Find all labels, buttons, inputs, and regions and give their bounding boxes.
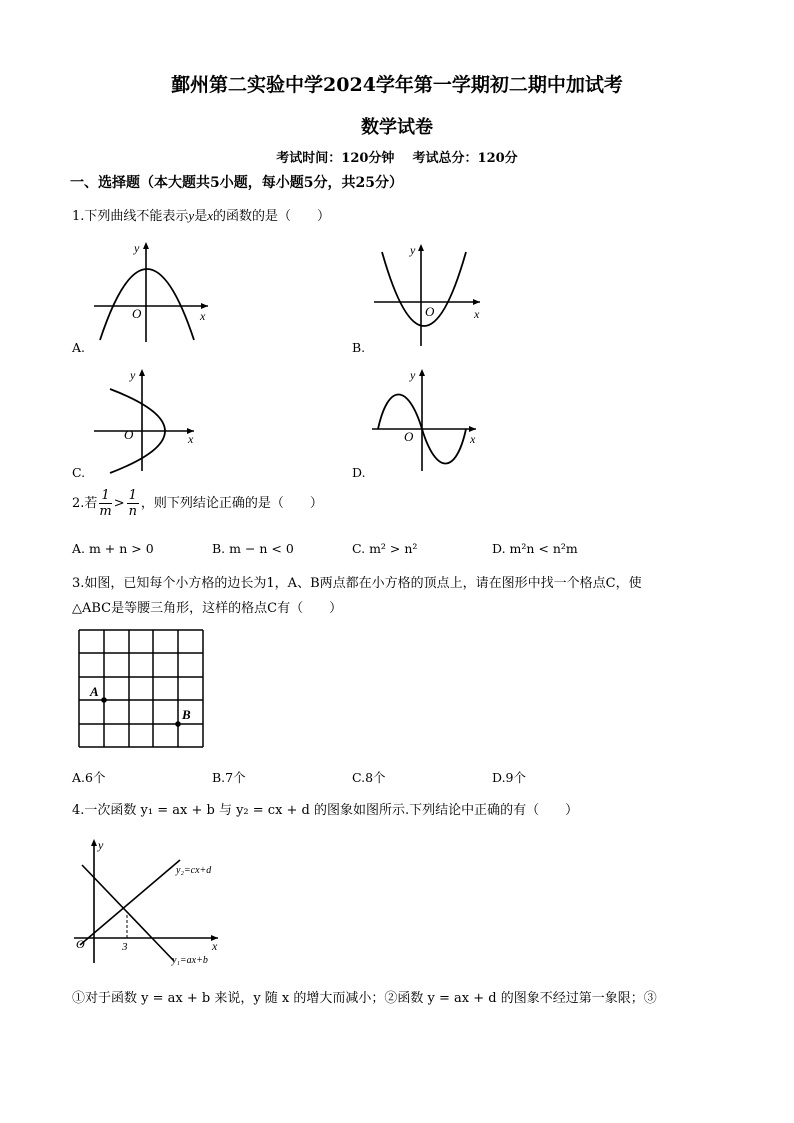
q1-graph-c	[90, 365, 205, 475]
question-1-text: 1.下列曲线不能表示y是x的函数的是（ ）	[72, 208, 330, 224]
question-3-line-2: △ABC是等腰三角形，这样的格点C有（ ）	[72, 601, 343, 616]
tick-3-label: 3	[122, 941, 128, 953]
question-4-statement: ①对于函数 y = ax + b 来说，y 随 x 的增大而减小；②函数 y = ax + d 的图象不经过第一象限；③	[72, 991, 657, 1006]
svg-text:x: x	[474, 307, 480, 321]
q1-graph-a	[90, 238, 220, 348]
svg-text:x: x	[470, 432, 476, 446]
point-b-label: B	[182, 707, 191, 722]
q1-option-c[interactable]: C.	[72, 465, 86, 480]
line-y1	[82, 865, 174, 961]
svg-text:x: x	[188, 432, 194, 446]
q2-option-b[interactable]: B. m − n < 0	[212, 541, 294, 556]
q3-option-b[interactable]: B.7个	[212, 770, 246, 785]
x-axis-label: x	[200, 309, 206, 323]
svg-text:y: y	[130, 368, 136, 382]
svg-text:O: O	[404, 429, 414, 444]
q1-graph-b	[370, 240, 490, 348]
svg-text:x: x	[212, 939, 218, 953]
line-y2	[80, 860, 180, 945]
svg-text:O: O	[425, 304, 435, 319]
exam-info: 考试时间：120分钟 考试总分：120分	[276, 151, 518, 166]
point-b	[175, 721, 181, 727]
fraction-1-over-n: $\frac{1}{n}$	[128, 488, 137, 519]
svg-text:O: O	[76, 937, 85, 951]
svg-text:O: O	[124, 427, 134, 442]
q2-option-d[interactable]: D. m²n < n²m	[492, 541, 578, 556]
question-2-text: 2.若 $\frac{1}{m}$ > $\frac{1}{n}$ ，则下列结论正确的是（ ）	[72, 488, 323, 519]
q3-option-a[interactable]: A.6个	[72, 770, 106, 785]
svg-text:y: y	[410, 368, 416, 382]
question-3-line-1: 3.如图，已知每个小方格的边长为1，A、B两点都在小方格的顶点上，请在图形中找一个格点C，使	[72, 576, 642, 591]
line-y2-label: y₂=cx+d	[176, 865, 212, 876]
exam-title: 鄞州第二实验中学2024学年第一学期初二期中加试考	[171, 74, 623, 96]
svg-text:y: y	[98, 838, 104, 852]
q1-option-b[interactable]: B.	[352, 340, 366, 355]
q3-grid-figure	[74, 626, 210, 754]
q1-option-d[interactable]: D.	[352, 465, 366, 480]
paper-subtitle: 数学试卷	[361, 117, 433, 138]
svg-text:y: y	[410, 243, 416, 257]
point-a-label: A	[90, 684, 99, 699]
line-y1-label: y₁=ax+b	[172, 955, 208, 966]
origin-label: O	[132, 306, 142, 321]
question-4-text: 4.一次函数 y₁ = ax + b 与 y₂ = cx + d 的图象如图所示.下列结论中正确的有（ ）	[72, 803, 579, 818]
q2-option-c[interactable]: C. m² > n²	[352, 541, 418, 556]
q1-option-a[interactable]: A.	[72, 340, 86, 355]
fraction-1-over-m: $\frac{1}{m}$	[99, 488, 112, 519]
q3-option-c[interactable]: C.8个	[352, 770, 386, 785]
q3-option-d[interactable]: D.9个	[492, 770, 527, 785]
q4-linear-graph	[72, 835, 232, 970]
q1-graph-d	[370, 365, 485, 475]
y-axis-label: y	[134, 241, 140, 255]
q2-option-a[interactable]: A. m + n > 0	[72, 541, 154, 556]
point-a	[101, 697, 107, 703]
section-heading: 一、选择题（本大题共5小题，每小题5分，共25分）	[70, 175, 403, 191]
